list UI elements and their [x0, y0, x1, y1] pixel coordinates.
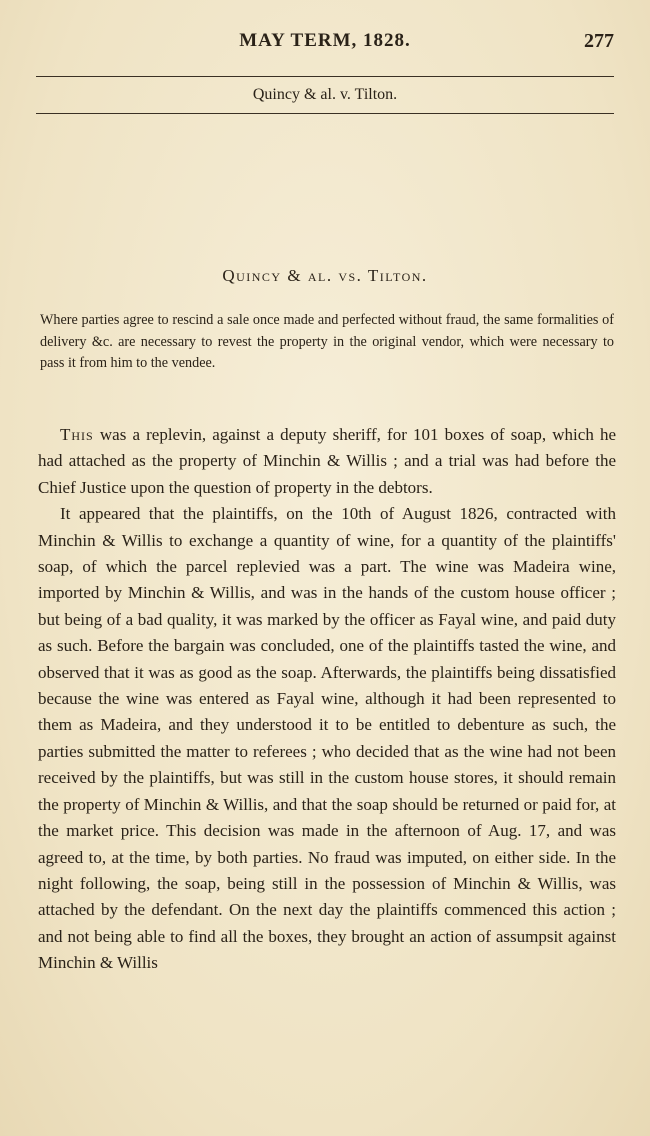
headnote: Where parties agree to rescind a sale once made and perfected without fraud, the same formalities of delivery &c. are necessary to revest the property in the original vendor, which were necessary to pass it from him to the vendee. [40, 312, 614, 371]
running-head [36, 30, 614, 56]
bottom-rule [36, 113, 614, 114]
paragraph-2 [38, 501, 616, 976]
top-rule [36, 76, 614, 77]
paragraph-text: was a replevin, against a deputy sheriff, for 101 boxes of soap, which he had attached as the property of Minchin & Willis ; and a trial was had before the Chief Justice upon the question of property in the debtors. [38, 425, 616, 497]
running-title: MAY TERM, 1828. [239, 30, 411, 51]
paragraph-1 [38, 422, 616, 501]
case-short-heading: Quincy & al. v. Tilton. [252, 86, 398, 103]
paragraph-text: It appeared that the plaintiffs, on the 10th of August 1826, contracted with Minchin & Willis to exchange a quantity of wine, for a quantity of the plaintiffs' soap, of which the parcel replevied was a part. The wine was Madeira wine, imported by Minchin & Willis, and was in the hands of the custom house officer ; but being of a bad quality, it was marked by the officer as Fayal wine, and paid duty as such. Before the bargain was concluded, one of the plaintiffs tasted the wine, and observed that it was as good as the soap. Afterwards, the plaintiffs being dissatisfied because the wine was entered as Fayal wine, although it had been represented to them as Madeira, and they understood it to be entitled to debenture as such, the parties submitted the matter to referees ; who decided that as the wine had not been received by the plaintiffs, but was still in the custom house stores, it should remain the property of Minchin & Willis, and that the soap should be returned or paid for, at the market price. This decision was made in the afternoon of Aug. 17, and was agreed to, at the time, by both parties. No fraud was imputed, on either side. In the night following, the soap, being still in the possession of Minchin & Willis, was attached by the defendant. On the next day the plaintiffs commenced this action ; and not being able to find all the boxes, they brought an action of assumpsit against Minchin & Willis [38, 504, 616, 973]
paragraph-lead: This [60, 425, 94, 444]
case-title: Quincy & al. vs. Tilton. [222, 266, 428, 285]
page-number: 277 [584, 30, 614, 52]
opinion-body [38, 422, 616, 977]
